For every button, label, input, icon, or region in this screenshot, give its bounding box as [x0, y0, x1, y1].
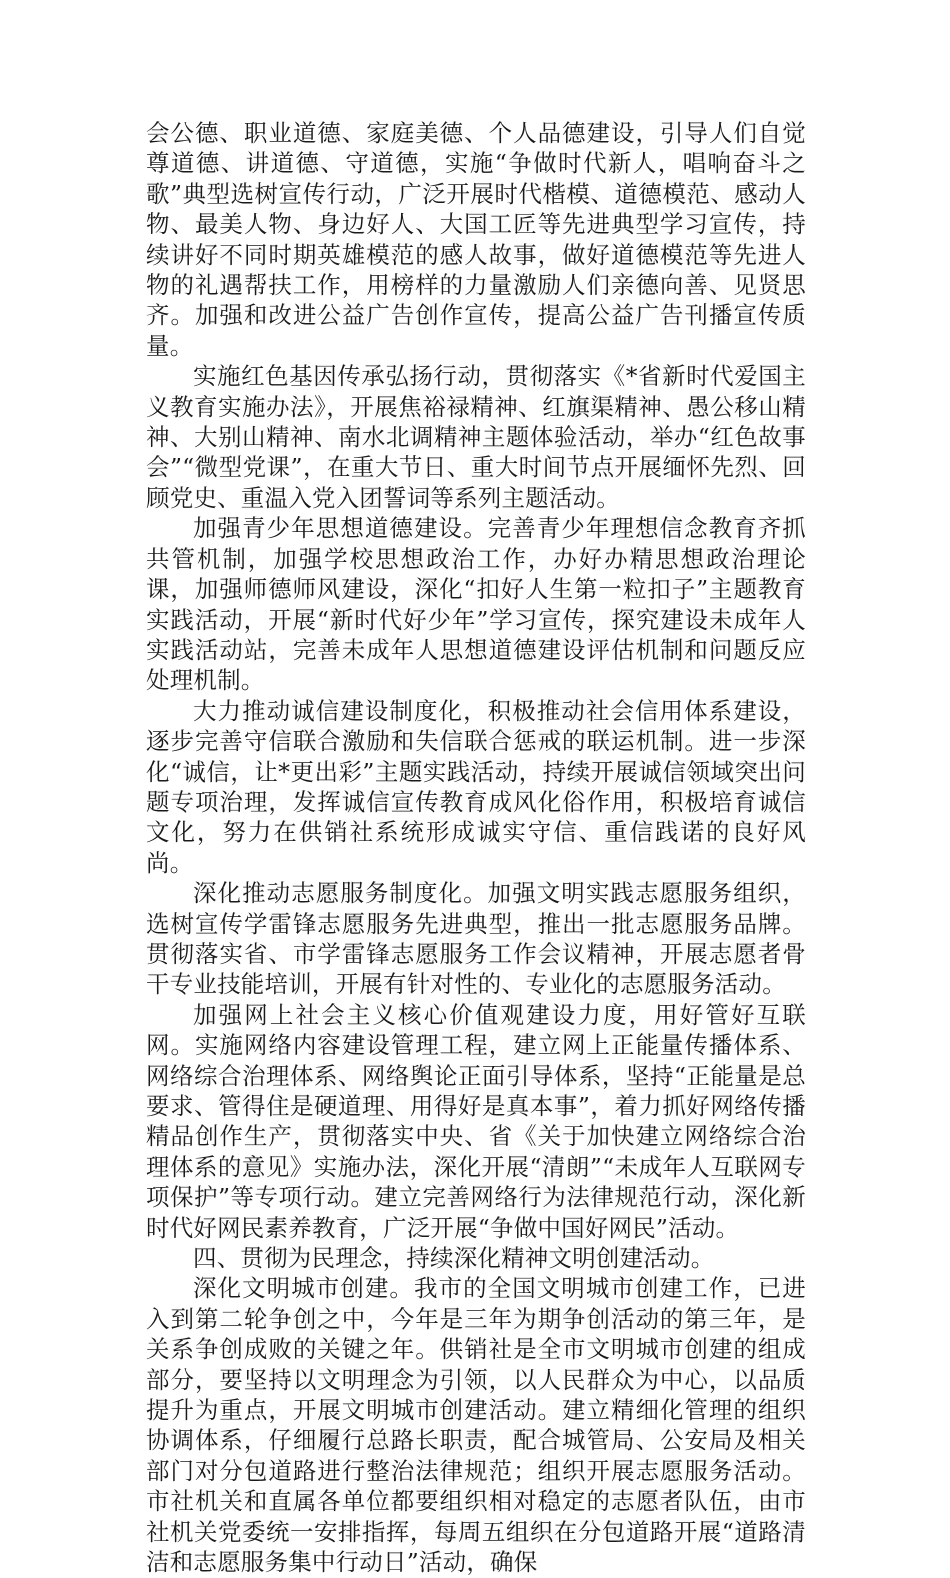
- paragraph-4: 大力推动诚信建设制度化，积极推动社会信用体系建设，逐步完善守信联合激励和失信联合惩戒的联运机制。进一步深化“诚信，让*更出彩”主题实践活动，持续开展诚信领域突出问题专项治理，发挥诚信宣传教育成风化俗作用，积极培育诚信文化，努力在供销社系统形成诚实守信、重信践诺的良好风尚。: [146, 696, 806, 877]
- paragraph-2: 实施红色基因传承弘扬行动，贯彻落实《*省新时代爱国主义教育实施办法》，开展焦裕禄精神、红旗渠精神、愚公移山精神、大别山精神、南水北调精神主题体验活动，举办“红色故事会”“微型党课”，在重大节日、重大时间节点开展缅怀先烈、回顾党史、重温入党入团誓词等系列主题活动。: [146, 362, 806, 512]
- paragraph-5: 深化推动志愿服务制度化。加强文明实践志愿服务组织，选树宣传学雷锋志愿服务先进典型，推出一批志愿服务品牌。贯彻落实省、市学雷锋志愿服务工作会议精神，开展志愿者骨干专业技能培训，开展有针对性的、专业化的志愿服务活动。: [146, 879, 806, 999]
- section-heading-4: 四、贯彻为民理念，持续深化精神文明创建活动。: [193, 1244, 715, 1273]
- paragraph-3: 加强青少年思想道德建设。完善青少年理想信念教育齐抓共管机制，加强学校思想政治工作，办好办精思想政治理论课，加强师德师风建设，深化“扣好人生第一粒扣子”主题教育实践活动，开展“新时代好少年”学习宣传，探究建设未成年人实践活动站，完善未成年人思想道德建设评估机制和问题反应处理机制。: [146, 514, 806, 695]
- document-body: [146, 118, 806, 1578]
- paragraph-6: 加强网上社会主义核心价值观建设力度，用好管好互联网。实施网络内容建设管理工程，建立网上正能量传播体系、网络综合治理体系、网络舆论正面引导体系，坚持“正能量是总要求、管得住是硬道理、用得好是真本事”，着力抓好网络传播精品创作生产，贯彻落实中央、省《关于加快建立网络综合治理体系的意见》实施办法，深化开展“清朗”“未成年人互联网专项保护”等专项行动。建立完善网络行为法律规范行动，深化新时代好网民素养教育，广泛开展“争做中国好网民”活动。: [146, 1000, 806, 1242]
- paragraph-1: 会公德、职业道德、家庭美德、个人品德建设，引导人们自觉尊道德、讲道德、守道德，实施“争做时代新人，唱响奋斗之歌”典型选树宣传行动，广泛开展时代楷模、道德模范、感动人物、最美人物、身边好人、大国工匠等先进典型学习宣传，持续讲好不同时期英雄模范的感人故事，做好道德模范等先进人物的礼遇帮扶工作，用榜样的力量激励人们亲德向善、见贤思齐。加强和改进公益广告创作宣传，提高公益广告刊播宣传质量。: [146, 119, 806, 360]
- paragraph-7: 深化文明城市创建。我市的全国文明城市创建工作，已进入到第二轮争创之中，今年是三年为期争创活动的第三年，是关系争创成败的关键之年。供销社是全市文明城市创建的组成部分，要坚持以文明理念为引领，以人民群众为中心，以品质提升为重点，开展文明城市创建活动。建立精细化管理的组织协调体系，仔细履行总路长职责，配合城管局、公安局及相关部门对分包道路进行整治法律规范；组织开展志愿服务活动。市社机关和直属各单位都要组织相对稳定的志愿者队伍，由市社机关党委统一安排指挥，每周五组织在分包道路开展“道路清洁和志愿服务集中行动日”活动，确保: [146, 1274, 806, 1577]
